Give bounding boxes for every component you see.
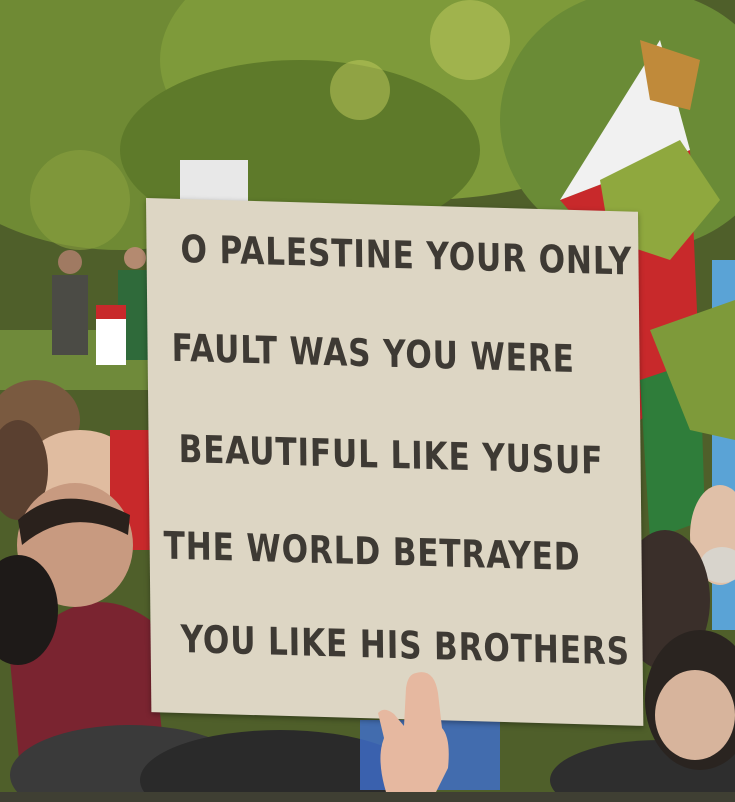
sign-line-1: O PALESTINE YOUR ONLY (180, 226, 633, 284)
sign-line-3: BEAUTIFUL LIKE YUSUF (178, 426, 604, 483)
image-border (0, 792, 735, 802)
protest-sign (146, 198, 643, 726)
sign-line-4: THE WORLD BETRAYED (163, 523, 581, 580)
sign-line-2: FAULT WAS YOU WERE (171, 325, 575, 381)
hand-holding-sign (376, 668, 476, 792)
sign-line-5: YOU LIKE HIS BROTHERS (180, 616, 631, 674)
background-person (52, 275, 88, 355)
